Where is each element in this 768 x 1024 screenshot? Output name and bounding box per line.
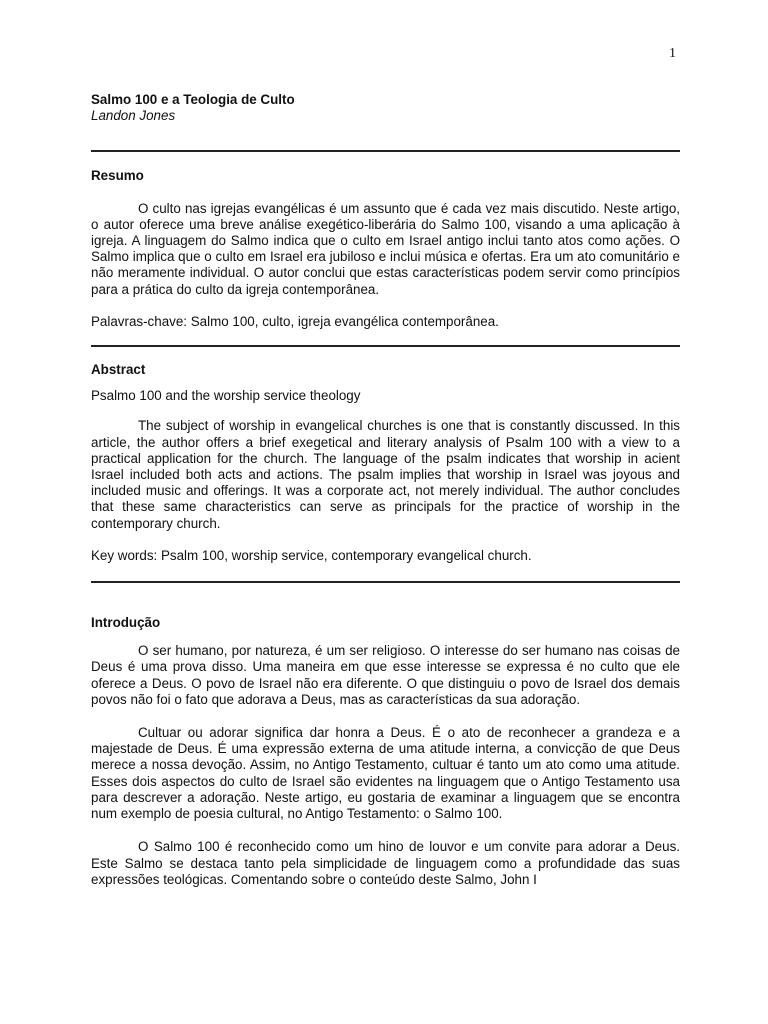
article-title: Salmo 100 e a Teologia de Culto — [91, 92, 295, 107]
abstract-heading: Abstract — [91, 362, 146, 378]
introducao-paragraph: Cultuar ou adorar significa dar honra a Deus. É o ato de reconhecer a grandeza e a majestade de Deus. É uma expressão externa de uma atitude interna, a convicção de que Deus merece a nossa devoção. Assim, no Antigo Testamento, cultuar é tanto um ato como uma atitude. Esses dois aspectos do culto de Israel são evidentes na linguagem que o Antigo Testamento usa para descrever a adoração. Neste artigo, eu gostaria de examinar a linguagem que se encontra num exemplo de poesia cultural, no Antigo Testamento: o Salmo 100. — [91, 725, 680, 822]
introducao-paragraph: O Salmo 100 é reconhecido como um hino de louvor e um convite para adorar a Deus. Este Salmo se destaca tanto pela simplicidade de linguagem como a profundidade das suas expressões teológicas. Comentando sobre o conteúdo deste Salmo, John I — [91, 839, 680, 887]
resumo-body: O culto nas igrejas evangélicas é um assunto que é cada vez mais discutido. Neste artigo, o autor oferece uma breve análise exegético-liberária do Salmo 100, visando a uma aplicação à igreja. A linguagem do Salmo indica que o culto em Israel antigo inclui tanto atos como ações. O Salmo implica que o culto em Israel era jubiloso e inclui música e ofertas. Era um ato comunitário e não meramente individual. O autor conclui que estas características podem servir como princípios para a prática do culto da igreja contemporânea. — [91, 200, 680, 297]
resumo-keywords: Palavras-chave: Salmo 100, culto, igreja evangélica contemporânea. — [91, 313, 499, 329]
article-content — [91, 92, 680, 888]
resumo-heading: Resumo — [91, 168, 144, 184]
abstract-body: The subject of worship in evangelical churches is one that is constantly discussed. In this article, the author offers a brief exegetical and literary analysis of Psalm 100 with a view to a practical application for the church. The language of the psalm indicates that worship in acient Israel included both acts and actions. The psalm implies that worship in Israel was joyous and included music and offerings. It was a corporate act, not merely individual. The author concludes that these same characteristics can serve as principals for the practice of worship in the contemporary church. — [91, 418, 680, 531]
abstract-keywords: Key words: Psalm 100, worship service, contemporary evangelical church. — [91, 547, 532, 563]
introducao-paragraph: O ser humano, por natureza, é um ser religioso. O interesse do ser humano nas coisas de Deus é uma prova disso. Uma maneira em que esse interesse se expressa é no culto que ele oferece a Deus. O povo de Israel não era diferente. O que distinguiu o povo de Israel dos demais povos não foi o fato que adorava a Deus, mas as características da sua adoração. — [91, 643, 680, 707]
introducao-heading: Introdução — [91, 615, 161, 631]
abstract-subtitle: Psalmo 100 and the worship service theology — [91, 388, 361, 404]
article-author: Landon Jones — [91, 108, 176, 124]
page-number: 1 — [669, 46, 676, 61]
